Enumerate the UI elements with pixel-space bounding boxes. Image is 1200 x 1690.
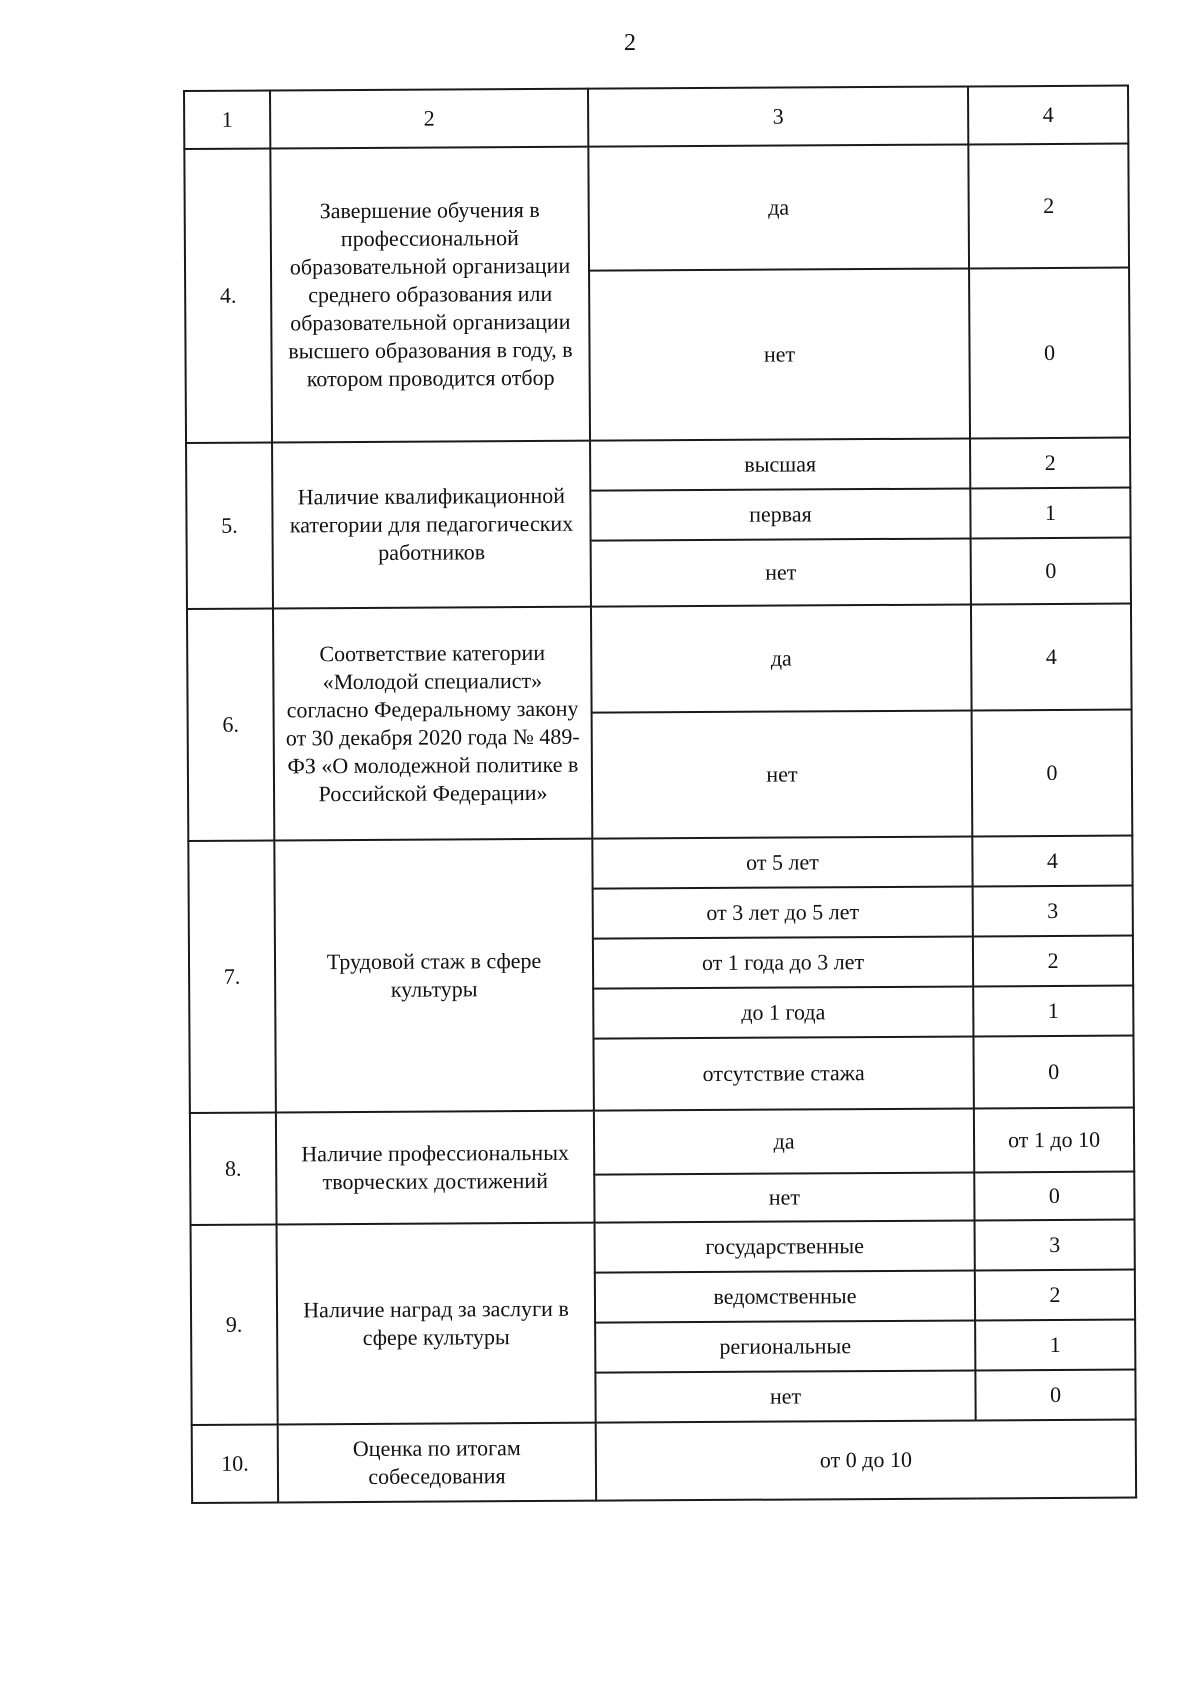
option-points: 0 — [975, 1370, 1135, 1421]
option-label: нет — [591, 538, 971, 606]
criterion-number: 9. — [191, 1224, 278, 1424]
column-header: 1 — [184, 90, 270, 148]
option-label: государственные — [595, 1220, 975, 1272]
option-label: первая — [590, 488, 970, 540]
option-label: от 1 года до 3 лет — [593, 936, 973, 988]
criterion-text: Наличие наград за заслуги в сфере культуры — [277, 1223, 596, 1425]
option-points: 1 — [973, 986, 1133, 1037]
option-points: 0 — [971, 538, 1131, 605]
option-points: 3 — [975, 1220, 1135, 1271]
column-header: 3 — [588, 86, 968, 146]
option-label: высшая — [590, 438, 970, 490]
option-label: региональные — [595, 1320, 975, 1372]
criterion-number: 6. — [187, 608, 274, 840]
criterion-number: 4. — [184, 148, 272, 442]
criterion-number: 10. — [192, 1424, 278, 1502]
criterion-text: Завершение обучения в профессиональной образовательной организации среднего образования или образовательной организации высшего образования в году, в котором проводится отбор — [270, 147, 590, 443]
option-points: 0 — [973, 1036, 1133, 1109]
criterion-text: Соответствие категории «Молодой специалист» согласно Федеральному закону от 30 декабря 2020 года № 489-ФЗ «О молодежной политике в Российской Федерации» — [273, 607, 592, 841]
option-points: 4 — [971, 604, 1132, 711]
table-row — [192, 1420, 1136, 1503]
option-points: 3 — [973, 886, 1133, 937]
criterion-number: 8. — [190, 1112, 277, 1224]
option-label: до 1 года — [593, 986, 973, 1038]
criterion-text: Наличие квалификационной категории для педагогических работников — [272, 441, 591, 609]
table-row — [191, 1220, 1135, 1275]
merged-points-value: от 0 до 10 — [596, 1420, 1136, 1501]
table-row — [187, 604, 1132, 715]
option-points: 1 — [970, 488, 1130, 539]
column-header: 4 — [968, 86, 1128, 145]
option-points: 0 — [974, 1172, 1134, 1221]
criterion-text: Трудовой стаж в сфере культуры — [274, 839, 594, 1113]
criterion-number: 5. — [186, 442, 273, 608]
option-points: 4 — [972, 836, 1132, 887]
criterion-text: Наличие профессиональных творческих достижений — [276, 1111, 595, 1225]
option-points: 0 — [972, 710, 1133, 837]
option-label: ведомственные — [595, 1270, 975, 1322]
criterion-number: 7. — [188, 840, 276, 1112]
option-points: 2 — [970, 438, 1130, 489]
option-points: 2 — [973, 936, 1133, 987]
table-row — [186, 438, 1130, 493]
column-header: 2 — [270, 89, 588, 149]
option-label: да — [591, 604, 972, 712]
option-label: от 5 лет — [592, 836, 972, 888]
table-row — [190, 1108, 1134, 1177]
option-label: да — [594, 1108, 974, 1174]
table-row — [184, 144, 1129, 273]
option-points: 0 — [969, 268, 1130, 439]
option-points: 2 — [975, 1270, 1135, 1321]
table-row — [188, 836, 1132, 891]
option-label: от 3 лет до 5 лет — [593, 886, 973, 938]
option-label: нет — [592, 710, 973, 838]
option-label: да — [588, 144, 969, 270]
option-points: от 1 до 10 — [974, 1108, 1134, 1173]
table-header-row — [184, 86, 1128, 149]
option-label: нет — [594, 1172, 974, 1222]
option-label: нет — [595, 1370, 975, 1422]
option-points: 2 — [968, 144, 1129, 269]
criteria-table — [183, 85, 1137, 1504]
option-label: отсутствие стажа — [593, 1036, 973, 1110]
option-points: 1 — [975, 1320, 1135, 1371]
criterion-text: Оценка по итогам собеседования — [278, 1423, 596, 1503]
page-number: 2 — [624, 30, 636, 56]
option-label: нет — [589, 268, 970, 440]
